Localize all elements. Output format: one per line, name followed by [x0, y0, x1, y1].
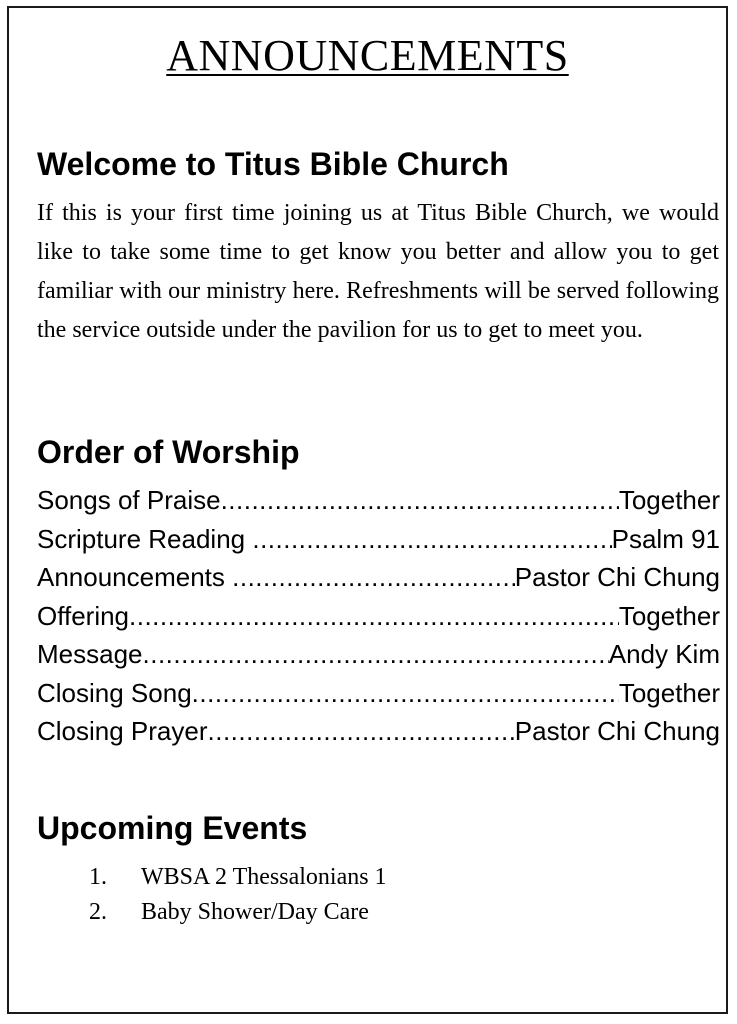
worship-row: [37, 678, 720, 717]
worship-item-value: Psalm 91: [611, 523, 720, 554]
worship-row: [37, 639, 720, 678]
welcome-heading: Welcome to Titus Bible Church: [37, 146, 509, 182]
order-of-worship-heading: Order of Worship: [37, 434, 300, 470]
upcoming-events-list: [89, 860, 387, 930]
worship-item-label: Scripture Reading: [37, 523, 253, 554]
worship-row: [37, 716, 720, 755]
list-item: [89, 860, 387, 895]
upcoming-events-heading: Upcoming Events: [37, 810, 308, 846]
worship-item-label: Closing Song: [37, 677, 192, 708]
worship-item-label: Announcements: [37, 562, 233, 592]
worship-item-label: Offering: [37, 600, 130, 631]
list-item-number: 2.: [89, 899, 107, 925]
order-of-worship-list: [37, 485, 720, 755]
dot-leader: [129, 601, 619, 632]
worship-row: [37, 562, 720, 601]
list-item-text: Baby Shower/Day Care: [141, 899, 369, 925]
dot-leader: [252, 524, 611, 555]
list-item-text: WBSA 2 Thessalonians 1: [141, 864, 387, 890]
dot-leader: [192, 678, 619, 709]
page-frame: [7, 6, 728, 1014]
worship-item-value: Together: [618, 485, 720, 515]
worship-item-value: Pastor Chi Chung: [514, 716, 720, 746]
worship-item-value: Pastor Chi Chung: [514, 562, 720, 592]
dot-leader: [143, 639, 609, 670]
dot-leader: [232, 562, 515, 593]
list-item: [89, 895, 387, 930]
dot-leader: [221, 485, 619, 516]
worship-item-label: Closing Prayer: [37, 716, 208, 746]
welcome-paragraph: If this is your first time joining us at Titus Bible Church, we would like to take some time to get know you better and allow you to get familiar with our ministry here. Refreshments will be served following the service outside under the pavilion for us to get to meet you.: [37, 200, 719, 343]
list-item-number: 1.: [89, 864, 107, 890]
worship-row: [37, 485, 720, 524]
page-title: ANNOUNCEMENTS: [166, 31, 569, 80]
worship-row: [37, 601, 720, 640]
dot-leader: [208, 716, 515, 747]
worship-item-value: Together: [618, 677, 720, 708]
worship-item-label: Songs of Praise: [37, 485, 221, 515]
worship-row: [37, 524, 720, 563]
worship-item-value: Together: [618, 600, 720, 631]
worship-item-label: Message: [37, 639, 143, 669]
worship-item-value: Andy Kim: [608, 639, 720, 669]
